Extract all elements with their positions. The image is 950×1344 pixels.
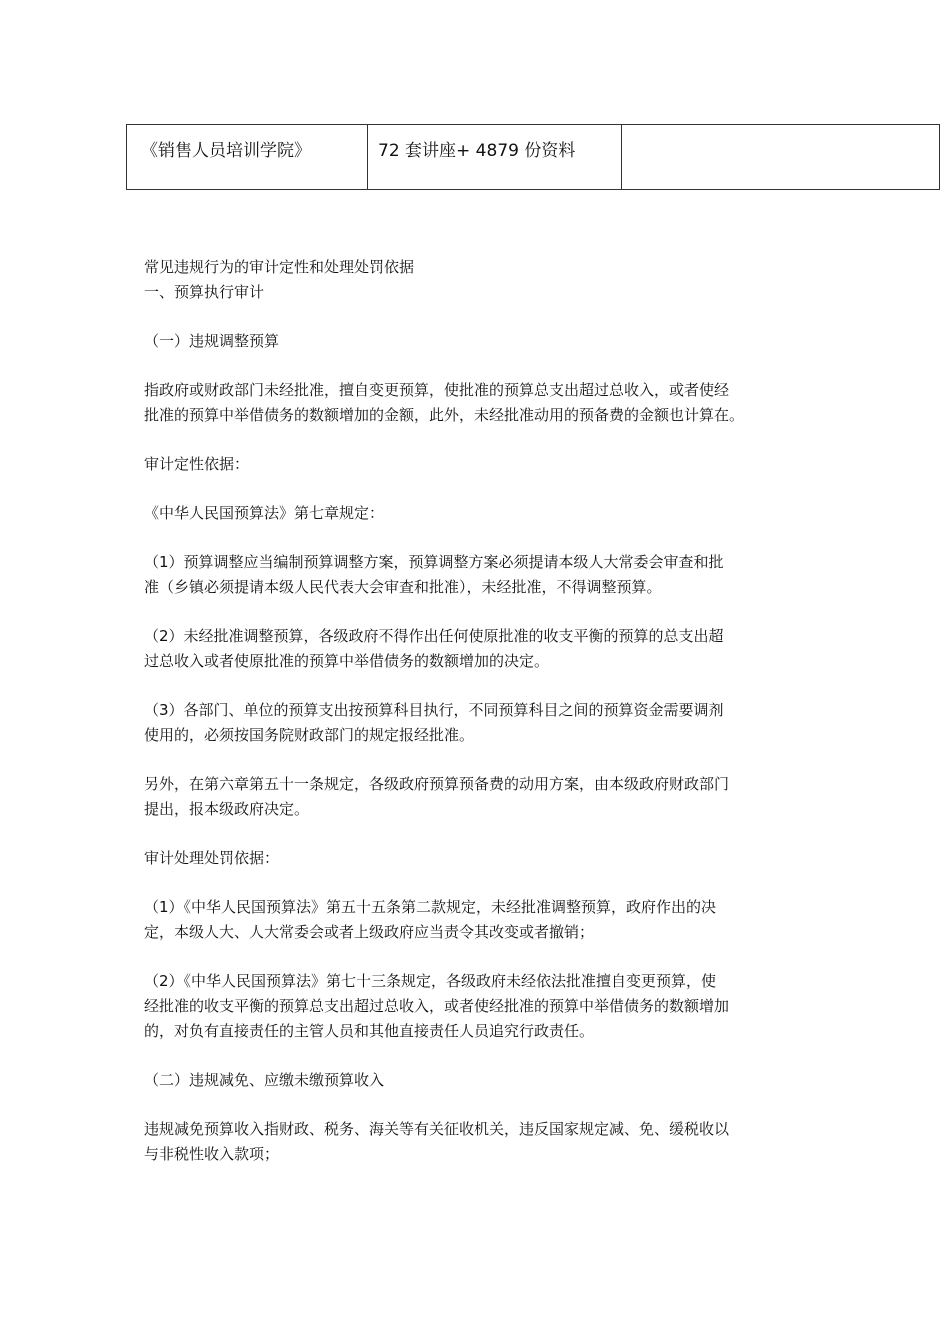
header-table (126, 124, 940, 190)
paragraph-line: 与非税性收入款项； (144, 1145, 280, 1163)
paragraph-line: 另外，在第六章第五十一条规定，各级政府预算预备费的动用方案，由本级政府财政部门 (144, 775, 730, 793)
list-item-line: （3）各部门、单位的预算支出按预算科目执行，不同预算科目之间的预算资金需要调剂 (144, 701, 724, 719)
list-item-line: 准（乡镇必须提请本级人民代表大会审查和批准），未经批准，不得调整预算。 (144, 578, 662, 596)
section-heading-budget-execution: 一、预算执行审计 (144, 283, 265, 301)
list-item-line: 的，对负有直接责任的主管人员和其他直接责任人员追究行政责任。 (144, 1022, 595, 1040)
list-item-line: （2）未经批准调整预算，各级政府不得作出任何使原批准的收支平衡的预算的总支出超 (144, 627, 724, 645)
header-cell-materials: 72 套讲座+ 4879 份资料 (368, 125, 622, 190)
penalty-basis-label: 审计处理处罚依据： (144, 849, 280, 867)
list-item-line: 经批准的收支平衡的预算总支出超过总收入，或者使经批准的预算中举借债务的数额增加 (144, 997, 730, 1015)
paragraph-line: 提出，报本级政府决定。 (144, 800, 310, 818)
paragraph-line: 违规减免预算收入指财政、税务、海关等有关征收机关，违反国家规定减、免、缓税收以 (144, 1120, 730, 1138)
list-item-line: （1）《中华人民国预算法》第五十五条第二款规定，未经批准调整预算，政府作出的决 (144, 898, 717, 916)
list-item-line: 过总收入或者使原批准的预算中举借债务的数额增加的决定。 (144, 652, 550, 670)
subsection-heading-revenue-reduction: （二）违规减免、应缴未缴预算收入 (144, 1071, 385, 1089)
law-reference: 《中华人民国预算法》第七章规定： (144, 504, 385, 522)
list-item-line: （2）《中华人民国预算法》第七十三条规定，各级政府未经依法批准擅自变更预算，使 (144, 972, 717, 990)
subsection-heading-budget-adjustment: （一）违规调整预算 (144, 332, 280, 350)
header-cell-empty (622, 125, 940, 190)
paragraph-line: 指政府或财政部门未经批准，擅自变更预算，使批准的预算总支出超过总收入，或者使经 (144, 381, 730, 399)
doc-title: 常见违规行为的审计定性和处理处罚依据 (144, 258, 415, 276)
document-body (144, 255, 812, 1167)
list-item-line: （1）预算调整应当编制预算调整方案，预算调整方案必须提请本级人大常委会审查和批 (144, 553, 724, 571)
header-row (127, 125, 940, 190)
list-item-line: 使用的，必须按国务院财政部门的规定报经批准。 (144, 726, 475, 744)
list-item-line: 定，本级人大、人大常委会或者上级政府应当责令其改变或者撤销； (144, 923, 595, 941)
header-cell-course: 《销售人员培训学院》 (127, 125, 368, 190)
paragraph-line: 批准的预算中举借债务的数额增加的金额，此外，未经批准动用的预备费的金额也计算在。 (144, 406, 745, 424)
basis-label: 审计定性依据： (144, 455, 250, 473)
